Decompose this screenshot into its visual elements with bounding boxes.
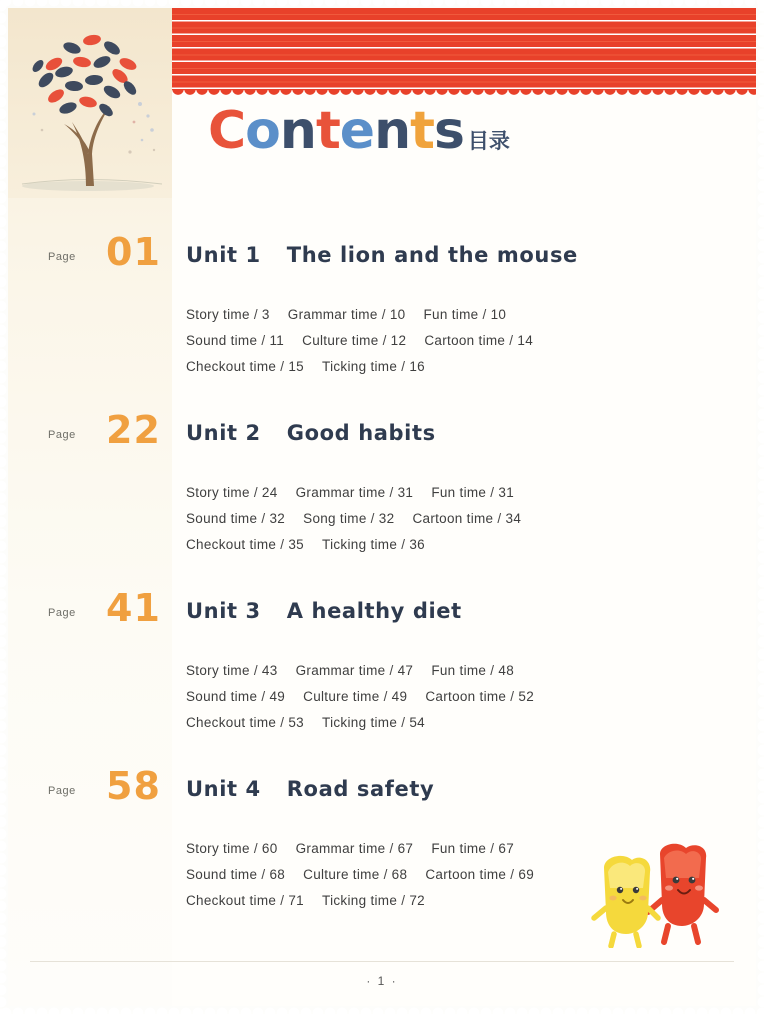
entry-item[interactable]: Checkout time / 35 xyxy=(186,537,304,552)
footer-divider xyxy=(30,961,734,962)
entry-line xyxy=(186,537,521,552)
entry-item[interactable]: Sound time / 49 xyxy=(186,689,286,704)
unit-entries xyxy=(186,307,533,385)
entry-item[interactable]: Story time / 43 xyxy=(186,663,278,678)
entry-item[interactable]: Grammar time / 10 xyxy=(287,307,406,322)
unit-entries xyxy=(186,841,534,919)
entry-line xyxy=(186,307,533,322)
unit-name: Good habits xyxy=(286,421,436,445)
entry-item[interactable]: Cartoon time / 14 xyxy=(424,333,534,348)
entry-line xyxy=(186,359,533,374)
unit-number: Unit 4 xyxy=(186,777,261,801)
entry-line xyxy=(186,689,534,704)
entry-item[interactable]: Sound time / 68 xyxy=(186,867,286,882)
entry-item[interactable]: Ticking time / 16 xyxy=(322,359,425,374)
entry-item[interactable]: Ticking time / 72 xyxy=(322,893,425,908)
page-label: Page xyxy=(48,251,76,263)
unit-number: Unit 3 xyxy=(186,599,261,623)
entry-item[interactable]: Checkout time / 15 xyxy=(186,359,304,374)
entry-item[interactable]: Fun time / 48 xyxy=(431,663,515,678)
entry-item[interactable]: Story time / 60 xyxy=(186,841,278,856)
page-title xyxy=(208,101,510,161)
perforation-right xyxy=(757,0,764,1014)
entry-item[interactable]: Culture time / 49 xyxy=(303,689,408,704)
entry-item[interactable]: Sound time / 11 xyxy=(186,333,285,348)
page-label: Page xyxy=(48,607,76,619)
entry-line xyxy=(186,893,534,908)
entry-line xyxy=(186,663,534,678)
entry-item[interactable]: Ticking time / 36 xyxy=(322,537,425,552)
entry-line xyxy=(186,333,533,348)
page-footer: · 1 · xyxy=(366,974,398,988)
title-text: Contents xyxy=(208,101,464,161)
entry-item[interactable]: Culture time / 68 xyxy=(303,867,408,882)
entry-item[interactable]: Grammar time / 31 xyxy=(295,485,414,500)
entry-line xyxy=(186,715,534,730)
entry-item[interactable]: Fun time / 10 xyxy=(423,307,507,322)
entry-item[interactable]: Story time / 3 xyxy=(186,307,270,322)
unit-entries xyxy=(186,485,521,563)
unit-number: Unit 1 xyxy=(186,243,261,267)
perforation-left xyxy=(0,0,7,1014)
tree-illustration-icon xyxy=(14,18,172,198)
entry-line xyxy=(186,511,521,526)
entry-item[interactable]: Song time / 32 xyxy=(303,511,395,526)
unit-start-page: 01 xyxy=(106,230,161,274)
perforation-bottom xyxy=(0,1007,764,1014)
entry-item[interactable]: Grammar time / 67 xyxy=(295,841,414,856)
unit-name: The lion and the mouse xyxy=(286,243,578,267)
perforation-top xyxy=(0,0,764,7)
page-label: Page xyxy=(48,429,76,441)
entry-line xyxy=(186,867,534,882)
unit-number: Unit 2 xyxy=(186,421,261,445)
entry-line xyxy=(186,485,521,500)
unit-start-page: 41 xyxy=(106,586,161,630)
entry-item[interactable]: Fun time / 31 xyxy=(431,485,515,500)
entry-item[interactable]: Sound time / 32 xyxy=(186,511,286,526)
unit-start-page: 58 xyxy=(106,764,161,808)
unit-start-page: 22 xyxy=(106,408,161,452)
entry-line xyxy=(186,841,534,856)
entry-item[interactable]: Grammar time / 47 xyxy=(295,663,414,678)
page-label: Page xyxy=(48,785,76,797)
paper-surface xyxy=(8,8,756,1006)
unit-heading xyxy=(186,243,578,267)
unit-entries xyxy=(186,663,534,741)
cartoon-characters-icon xyxy=(582,838,732,948)
entry-item[interactable]: Checkout time / 71 xyxy=(186,893,304,908)
unit-heading xyxy=(186,599,462,623)
unit-heading xyxy=(186,421,436,445)
header-stripe-band xyxy=(172,8,756,90)
entry-item[interactable]: Cartoon time / 52 xyxy=(425,689,535,704)
entry-item[interactable]: Cartoon time / 69 xyxy=(425,867,535,882)
entry-item[interactable]: Ticking time / 54 xyxy=(322,715,425,730)
entry-item[interactable]: Culture time / 12 xyxy=(302,333,407,348)
title-chinese: 目录 xyxy=(467,129,510,153)
unit-name: A healthy diet xyxy=(286,599,462,623)
entry-item[interactable]: Cartoon time / 34 xyxy=(412,511,522,526)
entry-item[interactable]: Checkout time / 53 xyxy=(186,715,304,730)
entry-item[interactable]: Fun time / 67 xyxy=(431,841,515,856)
unit-heading xyxy=(186,777,434,801)
unit-name: Road safety xyxy=(286,777,435,801)
entry-item[interactable]: Story time / 24 xyxy=(186,485,278,500)
